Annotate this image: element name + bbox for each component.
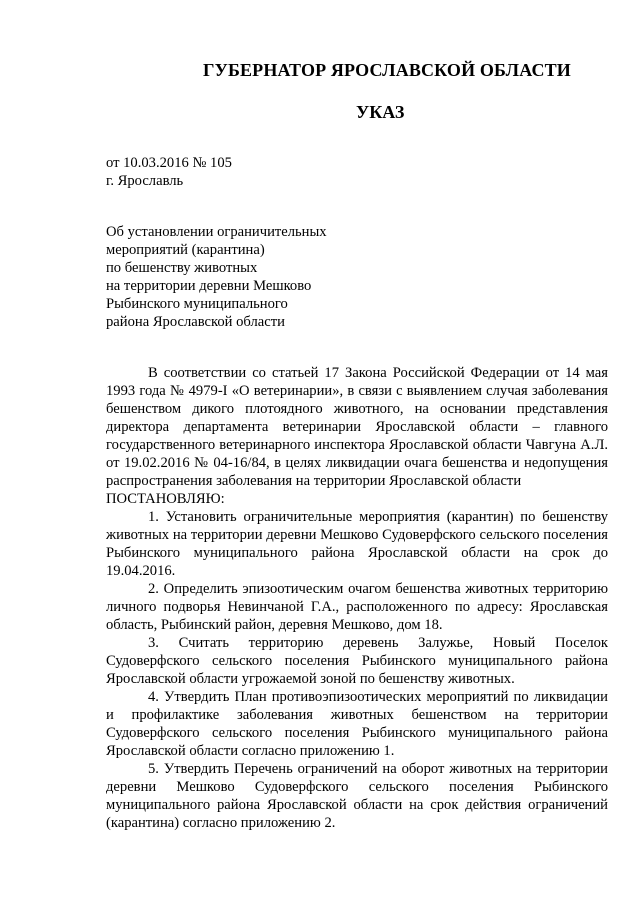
resolves-heading: ПОСТАНОВЛЯЮ: [106,491,225,507]
title-line: по бешенству животных [106,260,258,276]
item-paragraph: 1. Установить ограничительные мероприятия (карантин) по бешенству животных на территории деревни Мешково Судоверфского сельского поселения Рыбинского муниципального района Ярославской области на срок до 19.04.2016. [106,509,608,579]
city: г. Ярославль [106,173,184,189]
issuer-heading: ГУБЕРНАТОР ЯРОСЛАВСКОЙ ОБЛАСТИ [203,60,571,80]
title-line: Рыбинского муниципального [106,296,288,312]
preamble-paragraph: В соответствии со статьей 17 Закона Российской Федерации от 14 мая 1993 года № 4979-I «О ветеринарии», в связи с выявлением случая заболевания бешенством дикого плотоядного животного, на основании представления директора департамента ветеринарии Ярославской области – главного государственного ветеринарного инспектора Ярославской области Чавгуна А.Л. от 19.02.2016 № 04-16/84, в целях ликвидации очага бешенства и недопущения распространения заболевания на территории Ярославской области [106,365,608,489]
item-paragraph: 2. Определить эпизоотическим очагом бешенства животных территорию личного подворья Невинчаной Г.А., расположенного по адресу: Ярославская область, Рыбинский район, деревня Мешково, дом 18. [106,581,608,633]
title-line: Об установлении ограничительных [106,224,327,240]
title-line: на территории деревни Мешково [106,278,312,294]
date-number: от 10.03.2016 № 105 [106,155,232,171]
item-paragraph: 5. Утвердить Перечень ограничений на оборот животных на территории деревни Мешково Судоверфского сельского поселения Рыбинского муниципального района Ярославской области на срок действия ограничений (карантина) согласно приложению 2. [106,761,608,831]
document-body [106,364,608,832]
item-paragraph: 4. Утвердить План противоэпизоотических мероприятий по ликвидации и профилактике заболевания животных бешенством на территории Судоверфского сельского поселения Рыбинского муниципального района Ярославской области согласно приложению 1. [106,689,608,759]
item-paragraph: 3. Считать территорию деревень Залужье, Новый Поселок Судоверфского сельского поселения Рыбинского муниципального района Ярославской области угрожаемой зоной по бешенству животных. [106,635,608,687]
title-line: мероприятий (карантина) [106,242,265,258]
title-line: района Ярославской области [106,314,285,330]
document-type-heading: УКАЗ [356,102,405,122]
